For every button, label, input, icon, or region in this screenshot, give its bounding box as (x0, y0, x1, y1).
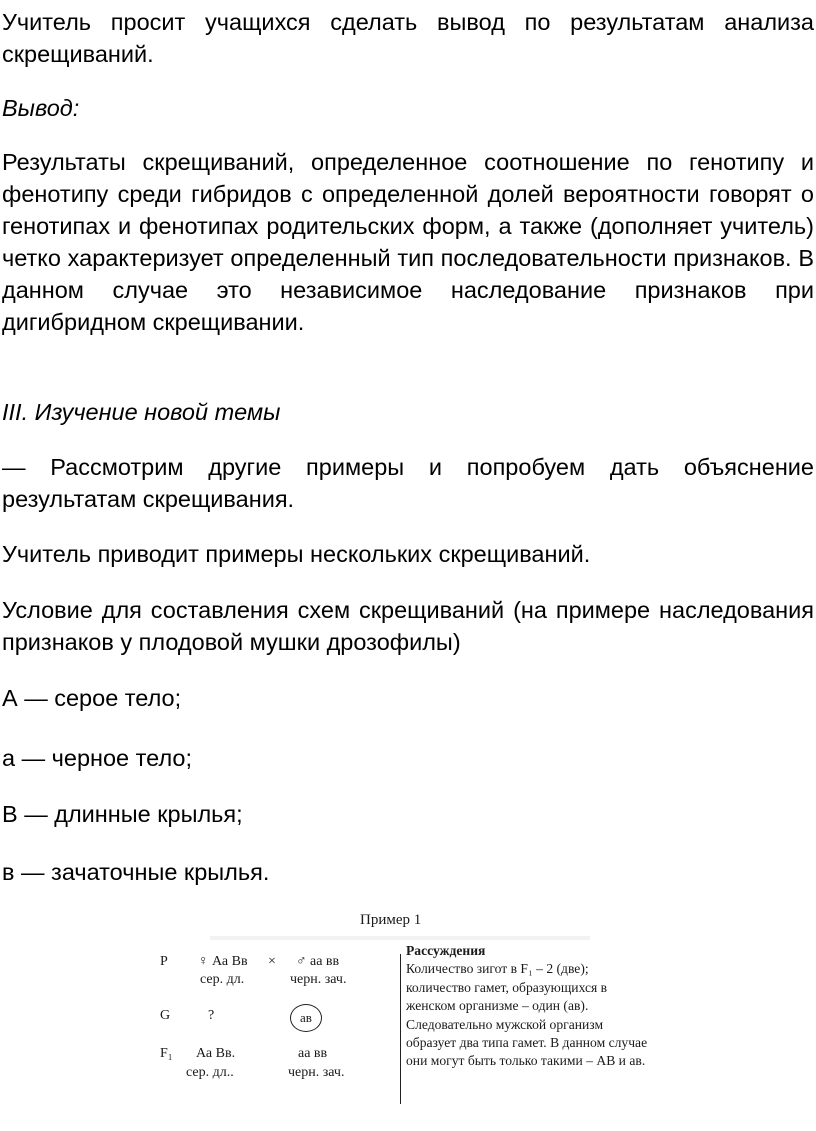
conclusion-heading: Вывод: (2, 95, 80, 121)
conclusion-paragraph: Результаты скрещиваний, определенное соотношение по генотипу и фенотипу среди гибридов с определенной долей вероятности говорят о генотипах и фенотипах родительских форм, а также (дополняет учитель) четко характеризует определенный тип последовательности признаков. В данном случае это независимое наследование признаков при дигибридном скрещивании. (2, 149, 814, 335)
f1-phenotype-1: сер. дл.. (186, 1065, 234, 1080)
trait-a: а — черное тело; (2, 745, 193, 771)
row-g-label: G (160, 1008, 171, 1023)
cross-example-figure (150, 910, 662, 1110)
trait-b: в — зачаточные крылья. (2, 859, 270, 885)
trait-A: А — серое тело; (2, 685, 182, 711)
f1-genotype-1: Аа Вв. (196, 1046, 236, 1061)
figure-divider (400, 954, 401, 1104)
f1-genotype-2: аа вв (298, 1046, 328, 1061)
examples-paragraph: Учитель приводит примеры нескольких скрещиваний. (2, 541, 591, 567)
female-genotype: ♀ Аа Вв (198, 954, 248, 969)
scan-artifact (210, 936, 590, 940)
cross-sign: × (268, 954, 276, 969)
f1-phenotype-2: черн. зач. (288, 1065, 345, 1080)
intro-paragraph: Учитель просит учащихся сделать вывод по результатам анализа скрещиваний. (2, 9, 814, 67)
reasoning-heading: Рассуждения (406, 943, 486, 958)
reasoning-block (406, 942, 656, 1071)
reasoning-text: Количество зигот в F₁ – 2 (две); количество гамет, образующихся в женском организме – один (ав). Следовательно мужской организм образует два типа гамет. В данном случае они могут быть только такими – АВ и ав. (406, 961, 648, 1069)
row-p-label: P (160, 954, 168, 969)
female-gametes: ? (208, 1008, 215, 1023)
section-heading: III. Изучение новой темы (2, 399, 281, 425)
condition-paragraph: Условие для составления схем скрещиваний (на примере наследования признаков у плодовой мушки дрозофилы) (2, 597, 814, 655)
male-phenotype: черн. зач. (290, 972, 347, 987)
female-phenotype: сер. дл. (200, 972, 245, 987)
discussion-paragraph: — Рассмотрим другие примеры и попробуем дать объяснение результатам скрещивания. (2, 454, 814, 512)
male-genotype: ♂ аа вв (296, 954, 340, 969)
trait-B: В — длинные крылья; (2, 801, 243, 827)
figure-title: Пример 1 (360, 912, 422, 928)
row-f1-label: F₁ (160, 1046, 173, 1061)
male-gamete-circle: ав (290, 1004, 322, 1032)
